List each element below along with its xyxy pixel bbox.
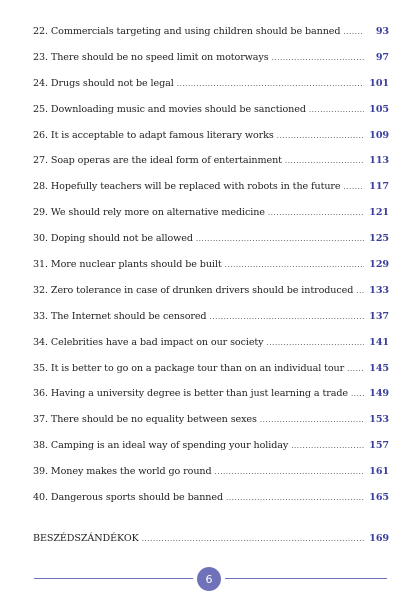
toc-entry-title: 31. More nuclear plants should be built xyxy=(33,259,222,271)
toc-entry[interactable] xyxy=(33,259,389,285)
toc-leader-dots xyxy=(285,157,364,165)
toc-entry[interactable] xyxy=(33,492,389,518)
toc-leader-dots xyxy=(343,183,364,191)
toc-leader-dots xyxy=(309,106,364,114)
toc-entry-page: 141 xyxy=(369,336,389,348)
toc-entry-page: 133 xyxy=(369,284,389,296)
toc-entry-title: 28. Hopefully teachers will be replaced with robots in the future xyxy=(33,181,341,193)
toc-entry-page: 93 xyxy=(375,26,389,37)
toc-leader-dots xyxy=(267,339,364,347)
toc-leader-dots xyxy=(356,287,364,295)
toc-entry[interactable] xyxy=(33,414,389,440)
toc-entry-title: 27. Soap operas are the ideal form of entertainment xyxy=(33,155,282,167)
toc-entry-title: 24. Drugs should not be legal xyxy=(33,77,174,89)
toc-entry-title: 22. Commercials targeting and using children should be banned xyxy=(33,26,341,37)
page-footer xyxy=(0,567,420,591)
toc-leader-dots xyxy=(351,390,364,398)
toc-entry-page: 137 xyxy=(369,310,389,322)
toc-entry-title: 34. Celebrities have a bad impact on our society xyxy=(33,336,264,348)
toc-leader-dots xyxy=(268,209,364,217)
page-number: 6 xyxy=(205,572,213,586)
toc-leader-dots xyxy=(291,442,364,450)
toc-leader-dots xyxy=(215,468,364,476)
toc-entry[interactable] xyxy=(33,181,389,207)
toc-leader-dots xyxy=(209,313,364,321)
toc-entry-title: 35. It is better to go on a package tour than on an individual tour xyxy=(33,362,345,374)
toc-entry-page: 97 xyxy=(375,51,389,63)
toc-entry-page: 165 xyxy=(369,492,389,504)
toc-leader-dots xyxy=(277,132,364,140)
toc-leader-dots xyxy=(177,80,364,88)
toc-entry-title: 25. Downloading music and movies should be sanctioned xyxy=(33,103,306,115)
toc-entry[interactable] xyxy=(33,78,389,104)
toc-entry-page: 153 xyxy=(369,414,389,426)
toc-entry-page: 109 xyxy=(369,129,389,141)
toc-entry-page: 101 xyxy=(369,77,389,89)
toc-entry[interactable] xyxy=(33,52,389,78)
toc-leader-dots xyxy=(196,235,364,243)
toc-list xyxy=(33,26,389,518)
toc-entry[interactable] xyxy=(33,466,389,492)
toc-section-page: 169 xyxy=(369,532,389,544)
table-of-contents xyxy=(33,26,389,559)
toc-leader-dots xyxy=(226,494,364,502)
toc-entry[interactable] xyxy=(33,388,389,414)
toc-entry[interactable] xyxy=(33,311,389,337)
toc-entry[interactable] xyxy=(33,155,389,181)
toc-entry-title: 26. It is acceptable to adapt famous literary works xyxy=(33,129,274,141)
toc-leader-dots xyxy=(343,28,364,36)
toc-leader-dots xyxy=(272,54,364,62)
toc-leader-dots xyxy=(347,365,364,373)
page-number-badge xyxy=(197,567,221,591)
toc-entry[interactable] xyxy=(33,130,389,156)
toc-entry-page: 105 xyxy=(369,103,389,115)
toc-section-title: BESZÉDSZÁNDÉKOK xyxy=(33,532,139,544)
toc-entry-page: 125 xyxy=(369,233,389,245)
toc-entry-page: 117 xyxy=(369,181,389,193)
toc-entry-page: 161 xyxy=(369,466,389,478)
toc-entry-page: 121 xyxy=(369,207,389,219)
toc-entry-page: 157 xyxy=(369,440,389,452)
footer-rule-right xyxy=(225,578,387,579)
toc-entry[interactable] xyxy=(33,207,389,233)
toc-entry-title: 39. Money makes the world go round xyxy=(33,466,212,478)
toc-entry[interactable] xyxy=(33,285,389,311)
toc-leader-dots xyxy=(260,416,364,424)
toc-entry[interactable] xyxy=(33,26,389,52)
toc-entry-title: 32. Zero tolerance in case of drunken drivers should be introduced xyxy=(33,284,354,296)
toc-entry-page: 145 xyxy=(369,362,389,374)
footer-rule-left xyxy=(34,578,193,579)
toc-leader-dots xyxy=(225,261,364,269)
toc-entry-title: 36. Having a university degree is better than just learning a trade xyxy=(33,388,348,400)
toc-entry[interactable] xyxy=(33,363,389,389)
toc-entry-title: 40. Dangerous sports should be banned xyxy=(33,492,224,504)
toc-entry-title: 29. We should rely more on alternative medicine xyxy=(33,207,265,219)
toc-entry-title: 37. There should be no equality between sexes xyxy=(33,414,257,426)
toc-entry-page: 129 xyxy=(369,259,389,271)
toc-entry-title: 38. Camping is an ideal way of spending your holiday xyxy=(33,440,289,452)
toc-entry-page: 113 xyxy=(369,155,389,167)
toc-entry[interactable] xyxy=(33,440,389,466)
toc-entry[interactable] xyxy=(33,104,389,130)
toc-entry-title: 33. The Internet should be censored xyxy=(33,310,207,322)
toc-entry[interactable] xyxy=(33,233,389,259)
toc-entry-title: 30. Doping should not be allowed xyxy=(33,233,193,245)
toc-entry-page: 149 xyxy=(369,388,389,400)
toc-entry[interactable] xyxy=(33,337,389,363)
toc-section-entry[interactable] xyxy=(33,533,389,559)
toc-entry-title: 23. There should be no speed limit on motorways xyxy=(33,51,269,63)
toc-leader-dots xyxy=(142,535,364,543)
